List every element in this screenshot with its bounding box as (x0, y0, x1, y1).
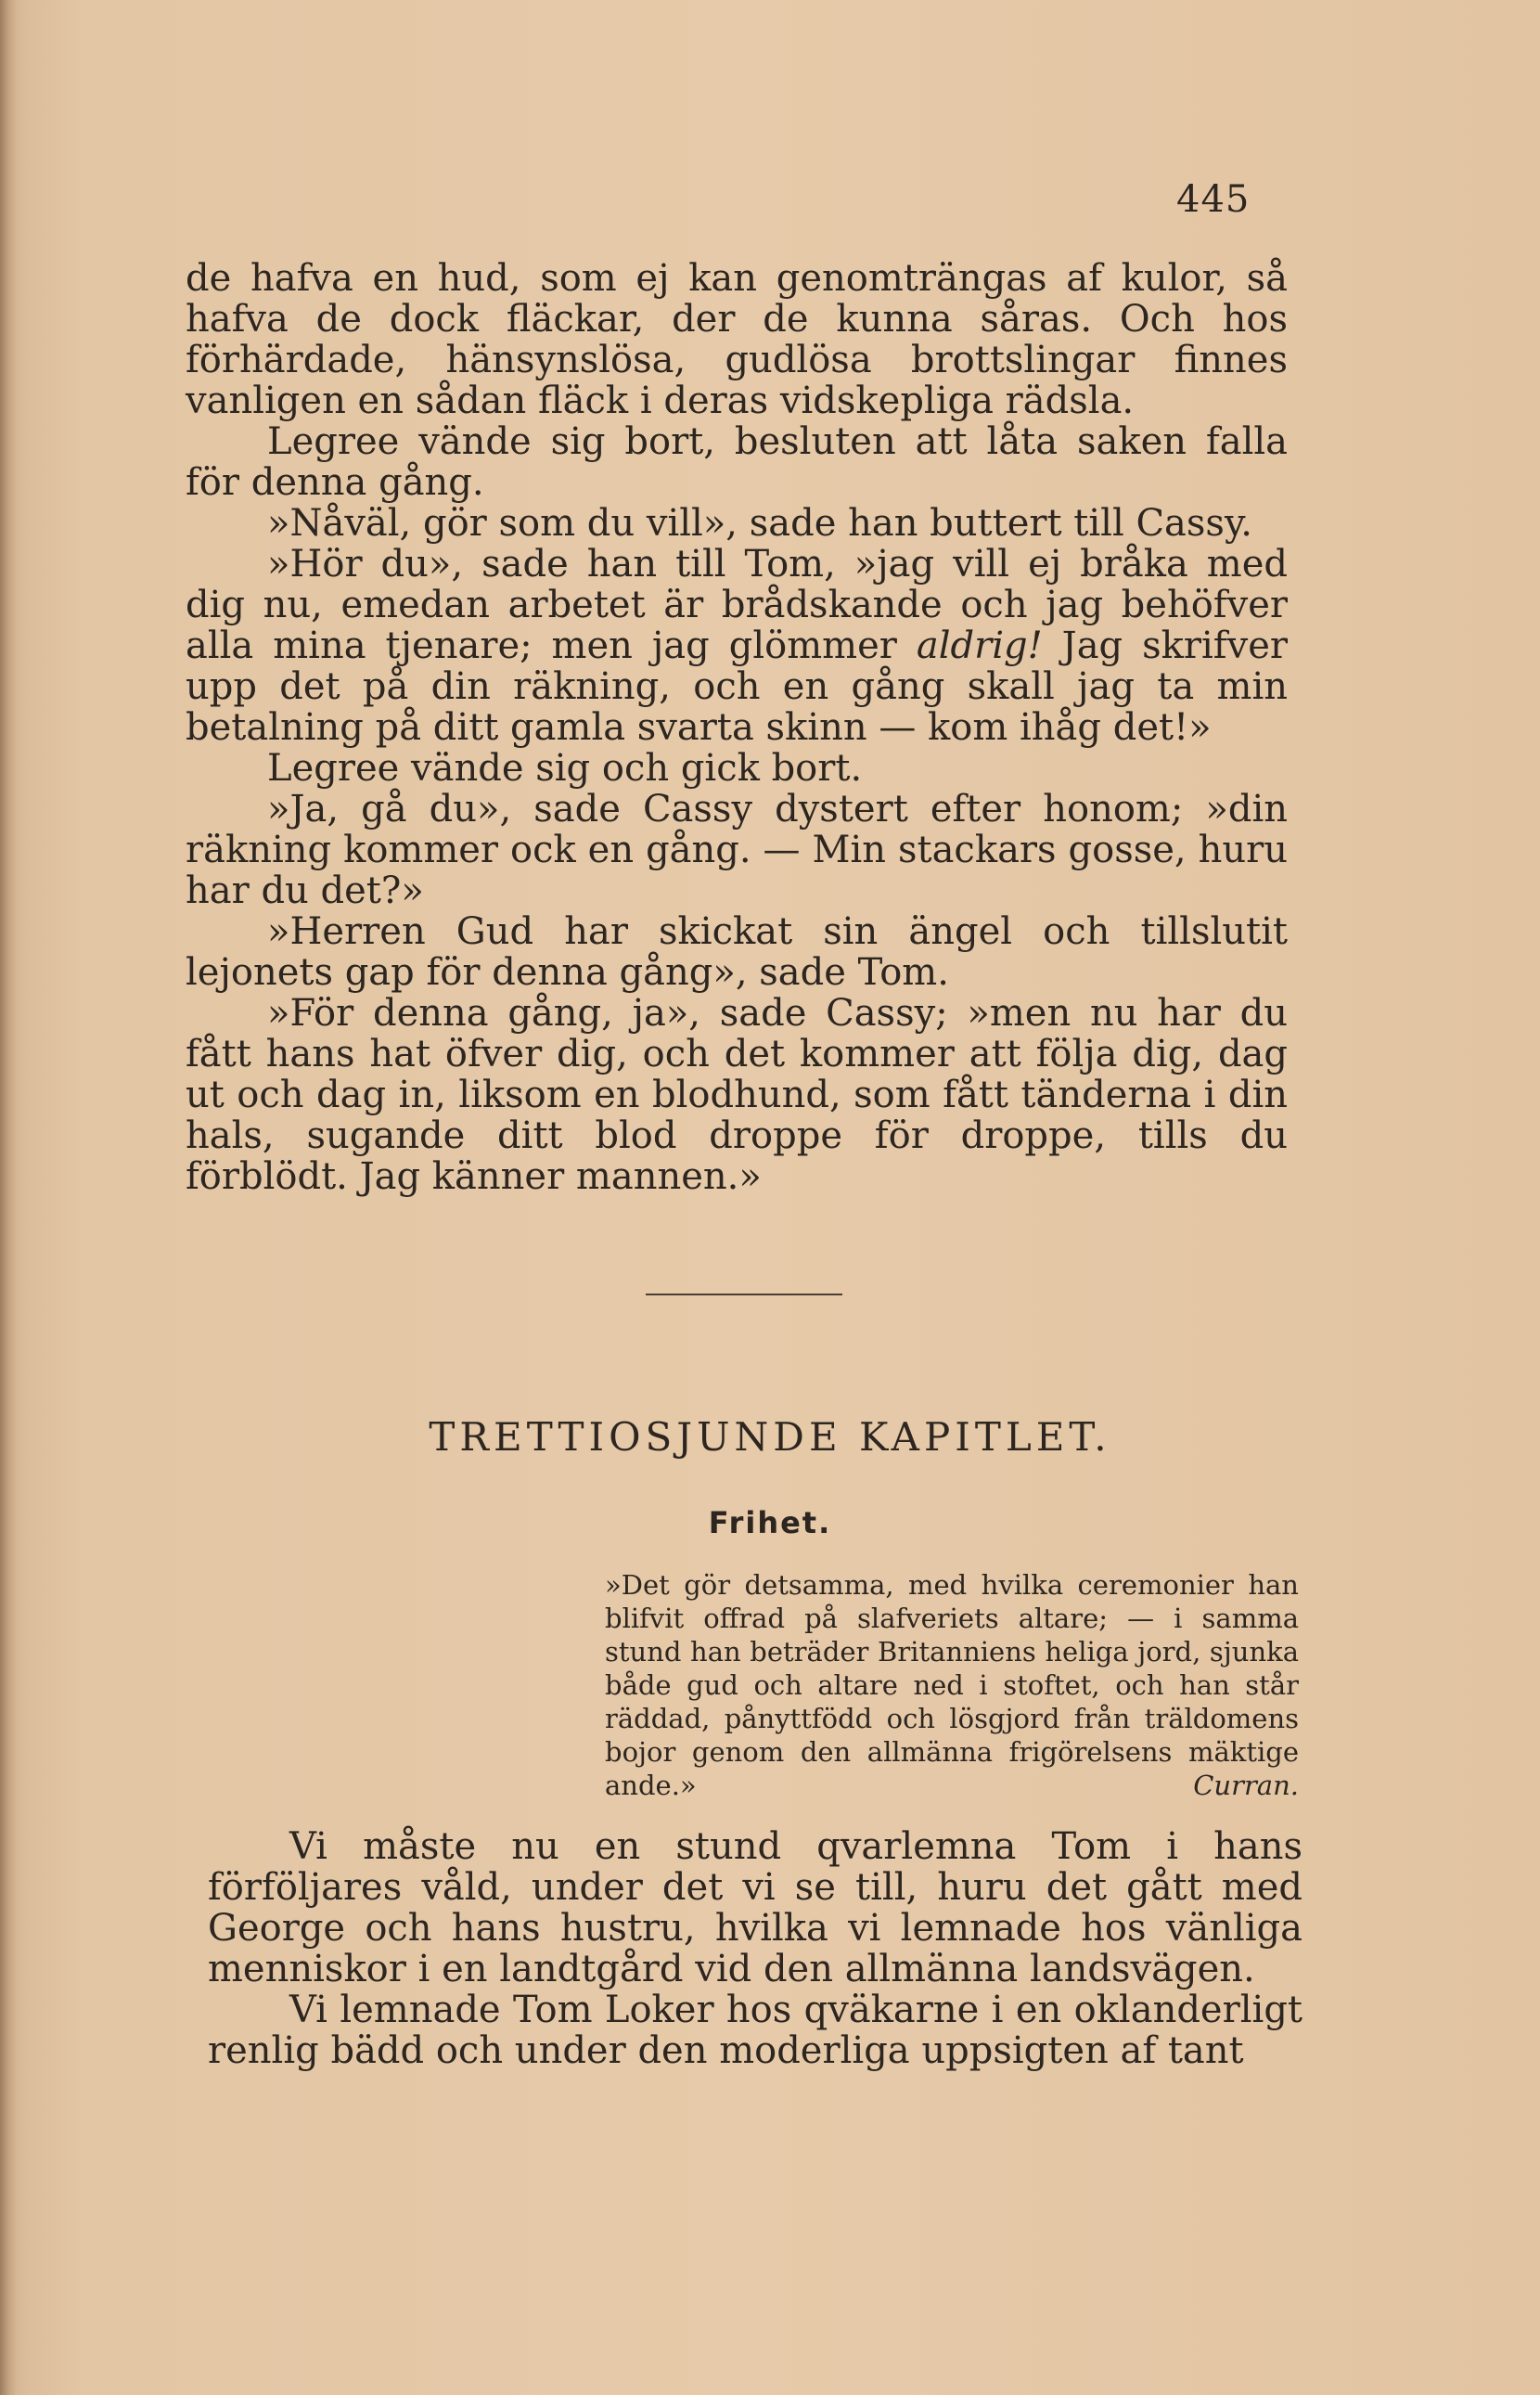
lower-text-block (208, 1826, 1303, 2071)
chapter-subtitle: Frihet. (708, 1505, 832, 1540)
upper-text-block (186, 258, 1288, 1197)
page-binding-edge (0, 0, 17, 2395)
epigraph (605, 1568, 1299, 1802)
paragraph-legree-turns: Legree vände sig bort, besluten att låta saken falla för denna gång. (186, 420, 1288, 504)
paragraph-legree-leaves: Legree vände sig och gick bort. (267, 747, 863, 790)
section-divider-rule (646, 1294, 842, 1295)
paragraph-for-denna-gang: »För denna gång, ja», sade Cassy; »men nu har du fått hans hat öfver dig, och det kommer att följa dig, dag ut och dag in, liksom en blodhund, som fått tänderna i din hals, sugande ditt blod droppe för droppe, tills du förblödt. Jag känner mannen.» (186, 992, 1288, 1198)
paragraph-continuation: de hafva en hud, som ej kan genomträngas af kulor, så hafva de dock fläckar, der de kunna såras. Och hos förhärdade, hänsynslösa, gudlösa brottslingar finnes vanligen en sådan fläck i deras vidskepliga rädsla. (186, 257, 1288, 422)
paragraph-vi-maste: Vi måste nu en stund qvarlemna Tom i hans förföljares våld, under det vi se till, huru det gått med George och hans hustru, hvilka vi lemnade hos vänliga menniskor i en landtgård vid den allmänna landsvägen. (208, 1825, 1303, 1990)
paragraph-ja-ga-du: »Ja, gå du», sade Cassy dystert efter honom; »din räkning kommer ock en gång. — Min stackars gosse, huru har du det?» (186, 788, 1288, 912)
chapter-title: TRETTIOSJUNDE KAPITLET. (429, 1414, 1111, 1460)
hor-du-rest: Jag skrifver upp det på din räkning, och en gång skall jag ta min betalning på ditt gamla svarta skinn — kom ihåg det!» (186, 625, 1288, 749)
hor-du-text: »Hör du», sade han till Tom, »jag vill ej bråka med dig nu, emedan arbetet är brådskande och jag behöfver alla mina tjenare; men jag glömmer (186, 543, 1288, 667)
paragraph-tom-loker: Vi lemnade Tom Loker hos qväkarne i en oklanderligt renlig bädd och under den moderliga uppsigten af tant (208, 1989, 1303, 2072)
page-number: 445 (1176, 178, 1251, 221)
epigraph-text: »Det gör detsamma, med hvilka ceremonier han blifvit offrad på slafveriets altare; — i samma stund han beträder Britanniens heliga jord, sjunka både gud och altare ned i stoftet, och han står räddad, pånyttfödd och lösgjord från träldomens bojor genom den allmänna frigörelsens mäktige ande.» (605, 1569, 1299, 1801)
paragraph-naval: »Nåväl, gör som du vill», sade han buttert till Cassy. (267, 502, 1252, 545)
paragraph-herren-gud: »Herren Gud har skickat sin ängel och tillslutit lejonets gap för denna gång», sade Tom. (186, 910, 1288, 994)
paragraph-hor-du (186, 544, 1288, 748)
emphasis-aldrig: aldrig! (916, 625, 1043, 667)
epigraph-attribution: Curran. (1193, 1770, 1299, 1801)
